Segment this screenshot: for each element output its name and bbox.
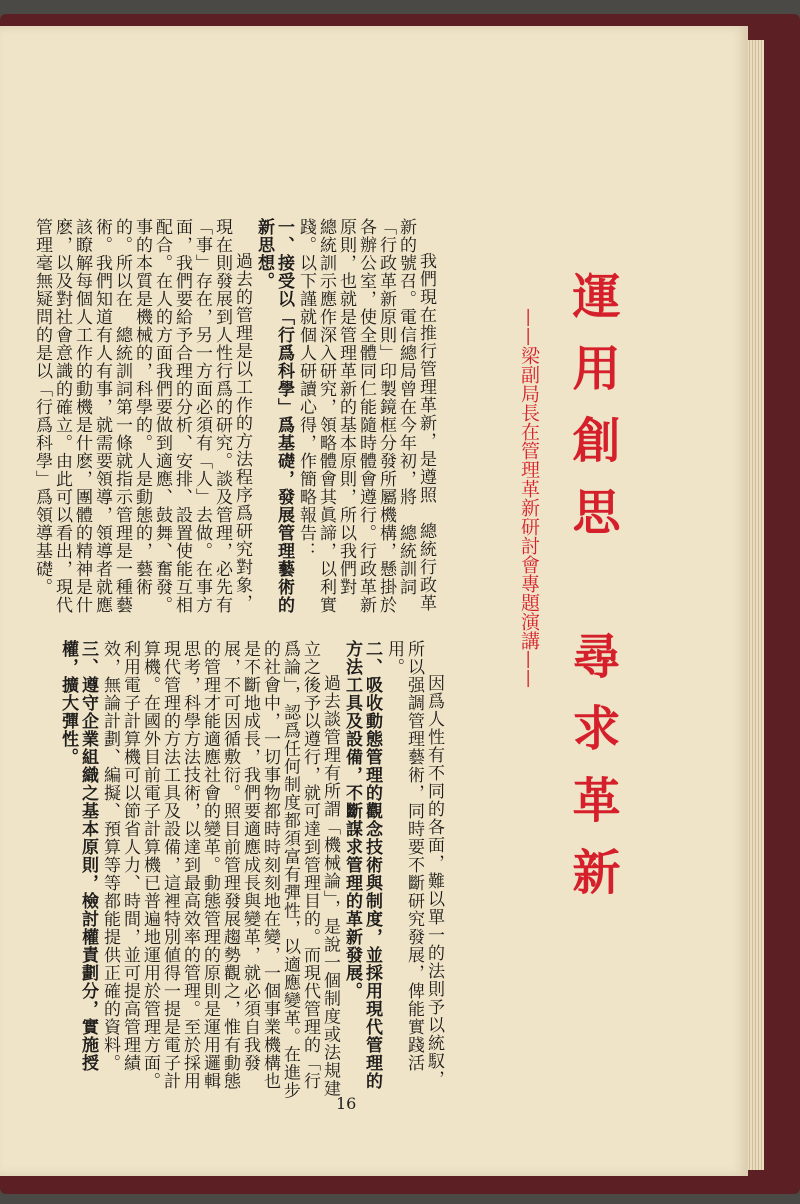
section-2-paragraph: 過去談管理有所謂「機械論」，是說一個制度或法規建立之後予以遵行，就可達到管理目的。而現代管理的「行爲論」，認爲任何制度都須富有彈性，以適應變革。在進步的社會中，一切事物都時時刻刻地在變，一個事業機構也是不斷地成長，我們要適應成長與變革，就必須自我發展，不可因循敷衍。照目前管理發展趨勢觀之，惟有動態的管理才能適應社會的變革。動態管理的原則是運用邏輯思考，科學方法技術，以達到最高效率的管理。至於採用現代管理的方法工具及設備，這裡特別値得一提是電子計算機。在國外目前電子計算機已普遍地運用於管理方面。利用電子計算機可以節省人力、時間，並可提高管理績效，無論計劃、編擬、預算等等都能提供正確的資料。 [100,640,340,1100]
continued-paragraph: 因爲人性有不同的各面，難以單一的法則予以統馭，所以强調管理藝術，同時要不斷研究發展，俾能實踐活用。 [384,640,444,1088]
lower-text-block [24,640,444,1100]
page-number: 16 [336,1094,357,1113]
section-heading-2: 二、吸收動態管理的觀念技術與制度，並採用現代管理的方法工具及設備，不斷謀求管理的革新發展。 [342,640,382,1090]
section-1-paragraph: 過去的管理是以工作的方法程序爲研究對象，現在則發展到人性行爲的研究。談及管理，必先有「事」存在，另一方面必須有「人」去做。在事方面，我們要給予合理的分析、安排、設置使能互相配合。在人的方面我們要做到適應、鼓舞、奮發。事的本質是機械的，科學的。人是動態的，藝術的。所以在 總統訓詞第一條就指示管理是一種藝術。我們知道有人有事，就需要領導，領導者就應該瞭解每個人工作的動機是什麽，團體的精神是什麽，以及對社會意識的確立。由此可以看出，現代管理毫無疑問的是以「行爲科學」爲領導基礎。 [32,218,252,614]
book-page [0,26,748,1176]
article-subtitle: ——梁副局長在管理革新研討會專題演講—— [518,308,540,688]
article-title: 運用創思 尋求革新 [564,271,620,919]
section-heading-3: 三、遵守企業組織之基本原則，檢討權責劃分，實施授權，擴大彈性。 [58,640,98,1072]
upper-text-block [0,218,436,624]
section-heading-1: 一、接受以「行爲科學」爲基礎，發展管理藝術的新思想。 [254,218,294,614]
intro-paragraph: 我們現在推行管理革新，是遵照 總統行政革新的號召。電信總局曾在今年初，將 總統訓詞「行政革新原則」印製鏡框分發所屬機構，懸掛於各辦公室，使全體同仁能隨時體會遵行。行政革新原則，也就是管理革新的基本原則，所以我們對 總統訓示應作深入研究，領略體會其眞諦，以利實踐。以下謹就個人研讀心得，作簡略報告： [296,218,436,614]
